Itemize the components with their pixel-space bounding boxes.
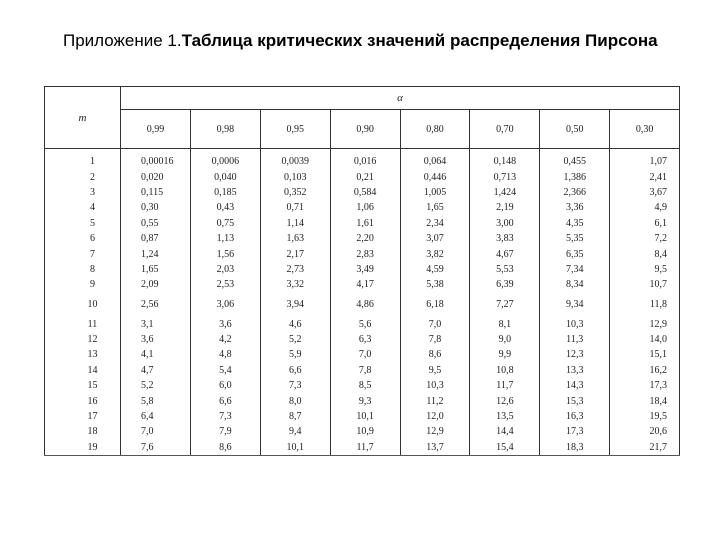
degrees-of-freedom-cell: 6 xyxy=(45,231,121,246)
critical-value-cell: 0,040 xyxy=(190,169,260,184)
alpha-header-cell: 0,90 xyxy=(330,110,400,149)
critical-value-cell: 9,5 xyxy=(610,262,680,277)
critical-value-cell: 0,71 xyxy=(260,200,330,215)
critical-value-cell: 7,34 xyxy=(540,262,610,277)
critical-value-cell: 0,87 xyxy=(121,231,191,246)
critical-value-cell: 2,17 xyxy=(260,246,330,261)
critical-value-cell: 13,5 xyxy=(470,409,540,424)
critical-value-cell: 0,064 xyxy=(400,154,470,169)
critical-value-cell: 3,6 xyxy=(190,317,260,332)
critical-value-cell: 0,55 xyxy=(121,216,191,231)
critical-value-cell: 0,43 xyxy=(190,200,260,215)
critical-value-cell: 15,3 xyxy=(540,393,610,408)
page-title xyxy=(63,31,658,51)
critical-value-cell: 7,27 xyxy=(470,293,540,317)
critical-value-cell: 1,005 xyxy=(400,185,470,200)
critical-value-cell: 9,9 xyxy=(470,347,540,362)
critical-value-cell: 8,4 xyxy=(610,246,680,261)
table-row xyxy=(45,216,680,231)
degrees-of-freedom-cell: 8 xyxy=(45,262,121,277)
degrees-of-freedom-cell: 14 xyxy=(45,363,121,378)
critical-value-cell: 3,00 xyxy=(470,216,540,231)
critical-value-cell: 10,3 xyxy=(540,317,610,332)
degrees-of-freedom-cell: 11 xyxy=(45,317,121,332)
critical-value-cell: 4,86 xyxy=(330,293,400,317)
critical-value-cell: 7,0 xyxy=(330,347,400,362)
critical-value-cell: 5,53 xyxy=(470,262,540,277)
critical-value-cell: 2,83 xyxy=(330,246,400,261)
critical-value-cell: 9,5 xyxy=(400,363,470,378)
critical-value-cell: 4,67 xyxy=(470,246,540,261)
critical-value-cell: 20,6 xyxy=(610,424,680,439)
critical-value-cell: 3,1 xyxy=(121,317,191,332)
critical-value-cell: 6,4 xyxy=(121,409,191,424)
critical-value-cell: 13,7 xyxy=(400,440,470,456)
critical-value-cell: 14,4 xyxy=(470,424,540,439)
critical-value-cell: 19,5 xyxy=(610,409,680,424)
critical-value-cell: 12,0 xyxy=(400,409,470,424)
critical-value-cell: 2,09 xyxy=(121,277,191,292)
critical-value-cell: 0,446 xyxy=(400,169,470,184)
critical-value-cell: 1,06 xyxy=(330,200,400,215)
critical-value-cell: 11,2 xyxy=(400,393,470,408)
table-row xyxy=(45,262,680,277)
critical-value-cell: 5,2 xyxy=(260,332,330,347)
degrees-of-freedom-cell: 4 xyxy=(45,200,121,215)
critical-value-cell: 1,61 xyxy=(330,216,400,231)
critical-value-cell: 0,75 xyxy=(190,216,260,231)
critical-value-cell: 9,0 xyxy=(470,332,540,347)
critical-value-cell: 5,9 xyxy=(260,347,330,362)
critical-value-cell: 10,7 xyxy=(610,277,680,292)
critical-value-cell: 0,020 xyxy=(121,169,191,184)
critical-value-cell: 17,3 xyxy=(540,424,610,439)
critical-value-cell: 3,07 xyxy=(400,231,470,246)
alpha-header-cell: 0,80 xyxy=(400,110,470,149)
degrees-of-freedom-cell: 13 xyxy=(45,347,121,362)
critical-value-cell: 7,8 xyxy=(400,332,470,347)
critical-value-cell: 4,59 xyxy=(400,262,470,277)
critical-value-cell: 6,6 xyxy=(190,393,260,408)
alpha-header-cell: 0,30 xyxy=(610,110,680,149)
table-row xyxy=(45,154,680,169)
critical-value-cell: 7,0 xyxy=(400,317,470,332)
critical-value-cell: 11,7 xyxy=(470,378,540,393)
critical-value-cell: 0,455 xyxy=(540,154,610,169)
degrees-of-freedom-cell: 12 xyxy=(45,332,121,347)
critical-value-cell: 9,4 xyxy=(260,424,330,439)
critical-value-cell: 0,185 xyxy=(190,185,260,200)
critical-value-cell: 0,148 xyxy=(470,154,540,169)
critical-value-cell: 4,35 xyxy=(540,216,610,231)
critical-value-cell: 21,7 xyxy=(610,440,680,456)
degrees-of-freedom-cell: 1 xyxy=(45,154,121,169)
critical-value-cell: 3,82 xyxy=(400,246,470,261)
critical-value-cell: 11,8 xyxy=(610,293,680,317)
critical-value-cell: 12,9 xyxy=(400,424,470,439)
title-main: Таблица критических значений распределения Пирсона xyxy=(181,31,658,50)
critical-value-cell: 0,016 xyxy=(330,154,400,169)
critical-value-cell: 0,0006 xyxy=(190,154,260,169)
critical-value-cell: 6,6 xyxy=(260,363,330,378)
degrees-of-freedom-cell: 19 xyxy=(45,440,121,456)
degrees-of-freedom-cell: 9 xyxy=(45,277,121,292)
critical-value-cell: 2,34 xyxy=(400,216,470,231)
critical-value-cell: 3,83 xyxy=(470,231,540,246)
table-row xyxy=(45,185,680,200)
critical-value-cell: 10,1 xyxy=(260,440,330,456)
alpha-header-cell: 0,50 xyxy=(540,110,610,149)
critical-value-cell: 7,2 xyxy=(610,231,680,246)
critical-value-cell: 0,713 xyxy=(470,169,540,184)
critical-value-cell: 5,6 xyxy=(330,317,400,332)
critical-value-cell: 10,8 xyxy=(470,363,540,378)
critical-value-cell: 3,94 xyxy=(260,293,330,317)
pearson-critical-values-table xyxy=(44,86,680,456)
degrees-of-freedom-cell: 3 xyxy=(45,185,121,200)
table-row xyxy=(45,169,680,184)
critical-value-cell: 1,13 xyxy=(190,231,260,246)
alpha-header-cell: 0,70 xyxy=(470,110,540,149)
critical-value-cell: 5,4 xyxy=(190,363,260,378)
critical-value-cell: 1,65 xyxy=(400,200,470,215)
critical-value-cell: 11,7 xyxy=(330,440,400,456)
critical-value-cell: 6,39 xyxy=(470,277,540,292)
critical-value-cell: 2,56 xyxy=(121,293,191,317)
critical-value-cell: 0,21 xyxy=(330,169,400,184)
n-column-header: m xyxy=(45,87,121,149)
critical-value-cell: 5,8 xyxy=(121,393,191,408)
critical-value-cell: 1,424 xyxy=(470,185,540,200)
critical-value-cell: 1,63 xyxy=(260,231,330,246)
critical-value-cell: 0,115 xyxy=(121,185,191,200)
critical-value-cell: 8,34 xyxy=(540,277,610,292)
critical-value-cell: 3,67 xyxy=(610,185,680,200)
critical-value-cell: 2,41 xyxy=(610,169,680,184)
critical-value-cell: 0,584 xyxy=(330,185,400,200)
critical-value-cell: 2,53 xyxy=(190,277,260,292)
critical-value-cell: 12,9 xyxy=(610,317,680,332)
table-row xyxy=(45,231,680,246)
critical-value-cell: 4,1 xyxy=(121,347,191,362)
critical-value-cell: 6,3 xyxy=(330,332,400,347)
critical-value-cell: 18,3 xyxy=(540,440,610,456)
table-row xyxy=(45,393,680,408)
critical-value-cell: 7,9 xyxy=(190,424,260,439)
critical-value-cell: 3,36 xyxy=(540,200,610,215)
table-row xyxy=(45,277,680,292)
critical-value-cell: 7,3 xyxy=(190,409,260,424)
critical-value-cell: 1,24 xyxy=(121,246,191,261)
degrees-of-freedom-cell: 7 xyxy=(45,246,121,261)
table-row xyxy=(45,409,680,424)
critical-value-cell: 0,103 xyxy=(260,169,330,184)
critical-value-cell: 0,352 xyxy=(260,185,330,200)
critical-value-cell: 6,18 xyxy=(400,293,470,317)
critical-value-cell: 0,00016 xyxy=(121,154,191,169)
critical-value-cell: 8,6 xyxy=(190,440,260,456)
degrees-of-freedom-cell: 15 xyxy=(45,378,121,393)
table-row xyxy=(45,200,680,215)
critical-value-cell: 9,34 xyxy=(540,293,610,317)
table-row xyxy=(45,317,680,332)
degrees-of-freedom-cell: 16 xyxy=(45,393,121,408)
title-prefix: Приложение 1. xyxy=(63,31,182,50)
critical-value-cell: 1,65 xyxy=(121,262,191,277)
critical-value-cell: 1,07 xyxy=(610,154,680,169)
table-row xyxy=(45,378,680,393)
critical-value-cell: 7,0 xyxy=(121,424,191,439)
critical-value-cell: 2,19 xyxy=(470,200,540,215)
alpha-group-header: α xyxy=(121,87,680,110)
critical-value-cell: 4,9 xyxy=(610,200,680,215)
critical-value-cell: 0,0039 xyxy=(260,154,330,169)
critical-value-cell: 15,1 xyxy=(610,347,680,362)
critical-value-cell: 13,3 xyxy=(540,363,610,378)
critical-value-cell: 3,06 xyxy=(190,293,260,317)
table-row xyxy=(45,424,680,439)
critical-value-cell: 8,6 xyxy=(400,347,470,362)
critical-value-cell: 8,1 xyxy=(470,317,540,332)
critical-value-cell: 1,56 xyxy=(190,246,260,261)
degrees-of-freedom-cell: 2 xyxy=(45,169,121,184)
critical-value-cell: 1,386 xyxy=(540,169,610,184)
critical-value-cell: 7,3 xyxy=(260,378,330,393)
critical-value-cell: 6,0 xyxy=(190,378,260,393)
critical-value-cell: 16,3 xyxy=(540,409,610,424)
critical-value-cell: 1,14 xyxy=(260,216,330,231)
critical-value-cell: 7,6 xyxy=(121,440,191,456)
degrees-of-freedom-cell: 10 xyxy=(45,293,121,317)
critical-value-cell: 2,366 xyxy=(540,185,610,200)
critical-value-cell: 14,3 xyxy=(540,378,610,393)
critical-value-cell: 0,30 xyxy=(121,200,191,215)
critical-value-cell: 17,3 xyxy=(610,378,680,393)
critical-value-cell: 4,6 xyxy=(260,317,330,332)
critical-value-cell: 15,4 xyxy=(470,440,540,456)
critical-value-cell: 14,0 xyxy=(610,332,680,347)
degrees-of-freedom-cell: 17 xyxy=(45,409,121,424)
critical-value-cell: 6,35 xyxy=(540,246,610,261)
alpha-header-cell: 0,99 xyxy=(121,110,191,149)
critical-value-cell: 3,6 xyxy=(121,332,191,347)
critical-value-cell: 12,3 xyxy=(540,347,610,362)
critical-value-cell: 18,4 xyxy=(610,393,680,408)
critical-value-cell: 5,2 xyxy=(121,378,191,393)
critical-value-cell: 6,1 xyxy=(610,216,680,231)
critical-value-cell: 2,73 xyxy=(260,262,330,277)
table-row xyxy=(45,440,680,456)
critical-value-cell: 8,0 xyxy=(260,393,330,408)
critical-value-cell: 2,03 xyxy=(190,262,260,277)
critical-value-cell: 4,7 xyxy=(121,363,191,378)
table-row xyxy=(45,246,680,261)
critical-value-cell: 16,2 xyxy=(610,363,680,378)
critical-value-cell: 7,8 xyxy=(330,363,400,378)
critical-value-cell: 4,2 xyxy=(190,332,260,347)
critical-value-cell: 3,49 xyxy=(330,262,400,277)
critical-value-cell: 4,8 xyxy=(190,347,260,362)
critical-value-cell: 5,35 xyxy=(540,231,610,246)
critical-value-cell: 10,9 xyxy=(330,424,400,439)
table-row xyxy=(45,332,680,347)
degrees-of-freedom-cell: 5 xyxy=(45,216,121,231)
critical-value-cell: 2,20 xyxy=(330,231,400,246)
critical-value-cell: 12,6 xyxy=(470,393,540,408)
critical-value-cell: 10,1 xyxy=(330,409,400,424)
degrees-of-freedom-cell: 18 xyxy=(45,424,121,439)
alpha-header-cell: 0,98 xyxy=(190,110,260,149)
critical-value-cell: 8,5 xyxy=(330,378,400,393)
alpha-header-cell: 0,95 xyxy=(260,110,330,149)
critical-value-cell: 9,3 xyxy=(330,393,400,408)
critical-value-cell: 3,32 xyxy=(260,277,330,292)
critical-value-cell: 8,7 xyxy=(260,409,330,424)
pearson-table-container xyxy=(44,86,680,456)
table-row xyxy=(45,293,680,317)
critical-value-cell: 10,3 xyxy=(400,378,470,393)
table-row xyxy=(45,347,680,362)
critical-value-cell: 11,3 xyxy=(540,332,610,347)
critical-value-cell: 4,17 xyxy=(330,277,400,292)
critical-value-cell: 5,38 xyxy=(400,277,470,292)
table-row xyxy=(45,363,680,378)
